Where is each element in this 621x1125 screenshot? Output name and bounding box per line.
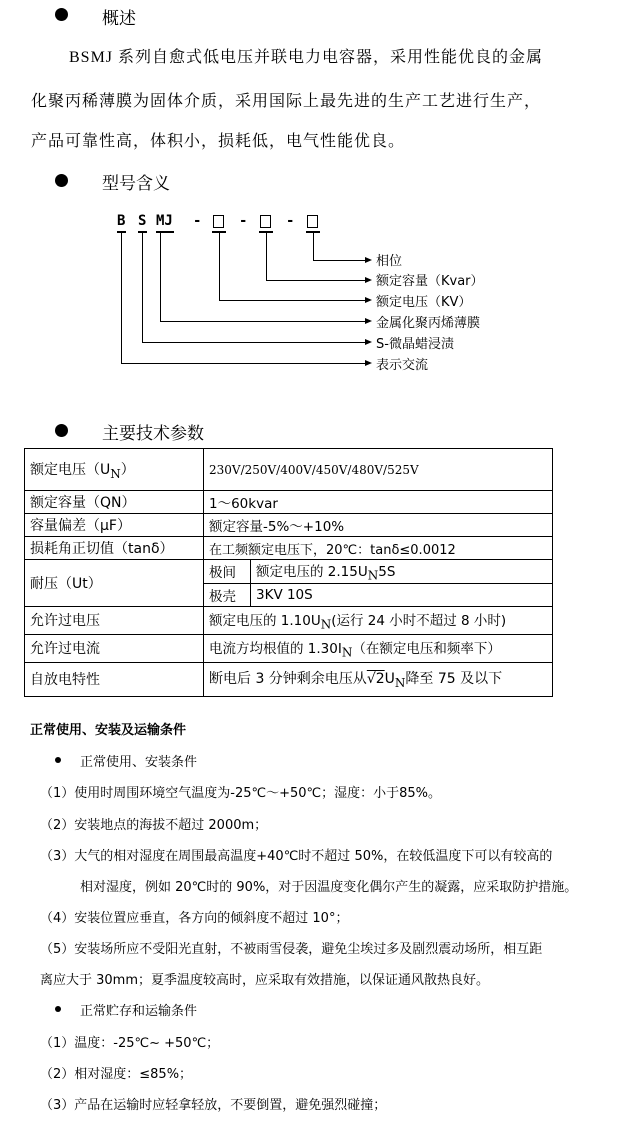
leader-film-v	[160, 233, 161, 321]
spec-key: 允许过电流	[25, 634, 204, 662]
specs-heading: 主要技术参数	[102, 424, 204, 444]
label-voltage: 额定电压（KV）	[376, 295, 472, 310]
leader-wax-v	[142, 233, 143, 342]
use-item-5-cont: 离应大于 30mm；夏季温度较高时，应采取有效措施，以保证通风散热良好。	[40, 973, 490, 988]
leader-phase-h	[313, 260, 367, 261]
label-film: 金属化聚丙烯薄膜	[376, 316, 481, 331]
leader-voltage-h	[219, 300, 367, 301]
spec-value: 电流方均根值的 $1.30I_N$（在额定电压和频率下）	[204, 634, 553, 662]
leader-voltage-v	[219, 233, 220, 300]
bullet-overview	[55, 8, 68, 21]
spec-key: 损耗角正切值（tanδ）	[25, 537, 204, 560]
conditions-heading: 正常使用、安装及运输条件	[30, 723, 187, 738]
arrow-film	[365, 318, 372, 324]
use-item-4: （4）安装位置应垂直，各方向的倾斜度不超过 10°；	[40, 911, 349, 926]
spec-value: 额定容量-5%～+10%	[204, 514, 553, 537]
use-heading: 正常使用、安装条件	[80, 755, 198, 770]
spec-value: 3KV 10S	[251, 583, 553, 606]
spec-part: 极间	[204, 560, 251, 584]
spec-value: 额定电压的 $1.10U_N$(运行 24 小时不超过 8 小时)	[204, 606, 553, 634]
spec-value: 1～60kvar	[204, 491, 553, 514]
arrow-voltage	[365, 297, 372, 303]
code-letter-s: S	[138, 213, 147, 229]
leader-capacity-h	[266, 280, 367, 281]
table-row	[25, 634, 553, 662]
spec-key: 耐压（Ut）	[25, 560, 204, 607]
underline-mj	[156, 231, 174, 233]
label-capacity: 额定容量（Kvar）	[376, 274, 484, 289]
spec-key: 额定电压$(U_N)$	[25, 449, 204, 491]
use-item-1: （1）使用时周围环境空气温度为-25℃～+50℃；湿度：小于85%。	[40, 786, 442, 801]
table-row	[25, 491, 553, 514]
arrow-capacity	[365, 277, 372, 283]
spec-value: 断电后 3 分钟剩余电压从$√2U_N$降至 75 及以下	[204, 662, 553, 696]
table-row	[25, 537, 553, 560]
model-heading: 型号含义	[102, 174, 170, 194]
spec-value: 额定电压的 $2.15U_N5S$	[251, 560, 553, 584]
bullet-model	[55, 174, 68, 187]
arrow-ac	[365, 360, 372, 366]
table-row	[25, 514, 553, 537]
spec-key: 额定容量（QN）	[25, 491, 204, 514]
spec-key: 自放电特性	[25, 662, 204, 696]
dash-2: -	[239, 213, 248, 229]
spec-part: 极壳	[204, 583, 251, 606]
bullet-use	[55, 757, 61, 763]
code-letter-b: B	[117, 213, 126, 229]
arrow-phase	[365, 257, 372, 263]
table-row	[25, 560, 553, 584]
leader-ac-v	[121, 233, 122, 363]
table-row	[25, 606, 553, 634]
leader-wax-h	[142, 342, 367, 343]
table-row	[25, 662, 553, 696]
code-box-phase	[307, 215, 318, 228]
spec-table	[24, 448, 553, 697]
code-box-capacity	[260, 215, 271, 228]
use-item-5: （5）安装场所应不受阳光直射，不被雨雪侵袭，避免尘埃过多及剧烈震动场所，相互距	[40, 942, 543, 957]
storage-item-3: （3）产品在运输时应轻拿轻放，不要倒置，避免强烈碰撞；	[40, 1098, 387, 1113]
code-letter-mj: MJ	[156, 213, 173, 229]
label-phase: 相位	[376, 254, 403, 269]
code-box-voltage	[213, 215, 224, 228]
use-item-3-cont: 相对湿度，例如 20℃时的 90%，对于因温度变化偶尔产生的凝露，应采取防护措施。	[80, 880, 578, 895]
leader-film-h	[160, 321, 367, 322]
storage-heading: 正常贮存和运输条件	[80, 1004, 198, 1019]
bullet-specs	[55, 424, 68, 437]
leader-capacity-v	[266, 233, 267, 280]
storage-item-2: （2）相对湿度：≤85%；	[40, 1067, 193, 1082]
overview-heading: 概述	[102, 9, 136, 29]
overview-line-3: 产品可靠性高，体积小，损耗低，电气性能优良。	[31, 133, 406, 150]
table-row	[25, 449, 553, 491]
spec-key: 允许过电压	[25, 606, 204, 634]
leader-ac-h	[121, 363, 367, 364]
spec-value: 230V/250V/400V/450V/480V/525V	[204, 449, 553, 491]
dash-1: -	[193, 213, 202, 229]
arrow-wax	[365, 339, 372, 345]
spec-value: 在工频额定电压下，20℃：tanδ≤0.0012	[204, 537, 553, 560]
bullet-storage	[55, 1006, 61, 1012]
leader-phase-v	[313, 233, 314, 260]
storage-item-1: （1）温度：-25℃~ +50℃；	[40, 1036, 220, 1051]
label-ac: 表示交流	[376, 358, 429, 373]
use-item-2: （2）安装地点的海拔不超过 2000m；	[40, 818, 268, 833]
overview-line-2: 化聚丙稀薄膜为固体介质，采用国际上最先进的生产工艺进行生产，	[31, 93, 542, 110]
label-wax: S-微晶蜡浸渍	[376, 337, 454, 352]
use-item-3: （3）大气的相对湿度在周围最高温度+40℃时不超过 50%，在较低温度下可以有较高的	[40, 849, 553, 864]
spec-key: 容量偏差（μF）	[25, 514, 204, 537]
dash-3: -	[286, 213, 295, 229]
overview-line-1: BSMJ 系列自愈式低电压并联电力电容器，采用性能优良的金属	[69, 49, 544, 66]
